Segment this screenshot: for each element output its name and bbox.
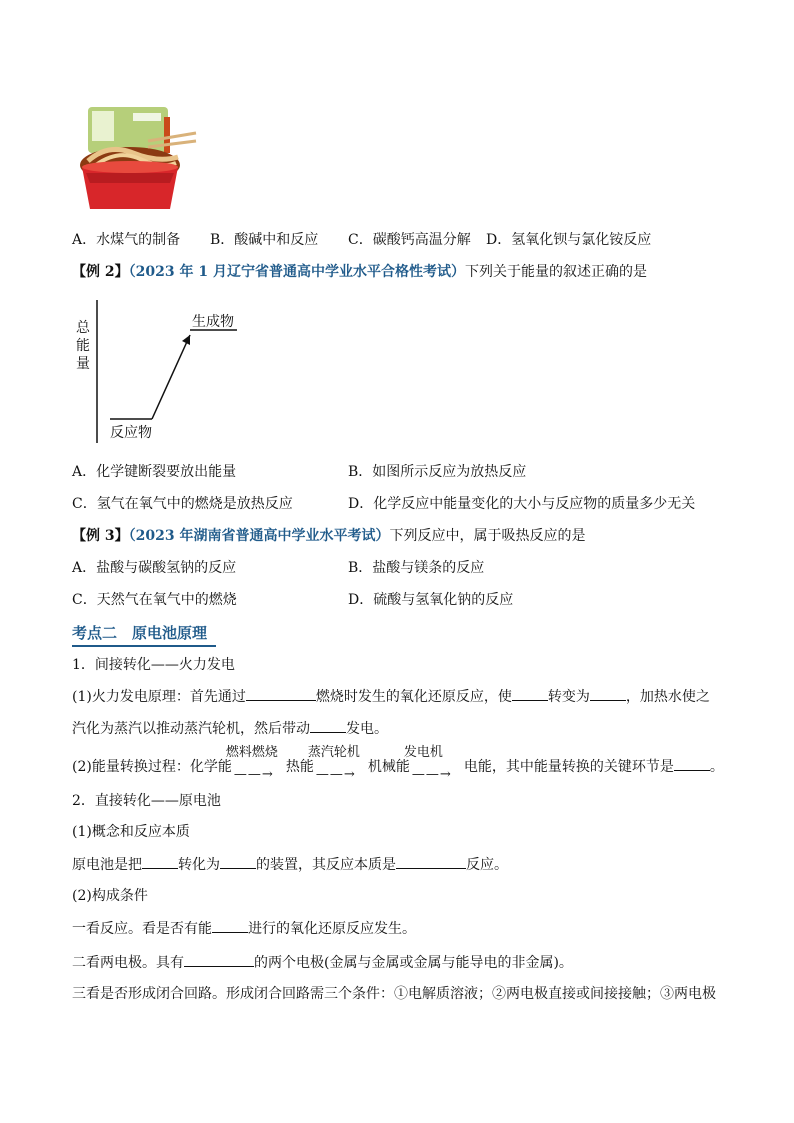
q1-option-d: D．氢氧化钡与氯化铵反应 [486, 232, 652, 248]
paragraph-check-circuit: 三看是否形成闭合回路。形成闭合回路需三个条件：①电解质溶液；②两电极直接或间接接触；③两电极 [72, 986, 716, 1002]
example-3-option-c: C．天然气在氧气中的燃烧 [72, 592, 237, 608]
example-2-stem: 下列关于能量的叙述正确的是 [464, 264, 647, 280]
blank-key-step[interactable] [674, 756, 710, 771]
example-2-option-d: D．化学反应中能量变化的大小与反应物的质量多少无关 [348, 496, 696, 512]
blank-electrode-property[interactable] [184, 952, 254, 967]
blank-reaction-type[interactable] [396, 854, 466, 869]
example-3-tag: 【例 3】 [72, 528, 129, 544]
q1-option-a: A．水煤气的制备 [72, 232, 181, 248]
paragraph-check-reaction: 一看反应。看是否有能 进行的氧化还原反应发生。 [72, 918, 416, 939]
product-image [78, 103, 200, 213]
example-2-source: （2023 年 1 月辽宁省普通高中学业水平合格性考试） [128, 264, 465, 280]
transition-line [152, 335, 190, 419]
arrow-combustion: 燃料燃烧 ——→ [225, 745, 278, 782]
example-3-stem: 下列反应中，属于吸热反应的是 [389, 528, 586, 544]
example-2-tag: 【例 2】 [72, 264, 129, 280]
example-2-option-a: A．化学键断裂要放出能量 [72, 464, 237, 480]
paragraph-check-electrodes: 二看两电极。具有 的两个电极(金属与金属或金属与能导电的非金属)。 [72, 952, 573, 973]
paragraph-steam-turbine: 汽化为蒸汽以推动蒸汽轮机，然后带动 发电。 [72, 718, 388, 739]
paragraph-direct-conversion: 2．直接转化——原电池 [72, 793, 221, 809]
paragraph-indirect-conversion: 1．间接转化——火力发电 [72, 657, 235, 673]
blank-generator[interactable] [310, 718, 346, 733]
section-underline [72, 645, 216, 647]
reactant-label: 反应物 [110, 425, 152, 441]
example-3-option-a: A．盐酸与碳酸氢钠的反应 [72, 560, 237, 576]
paragraph-battery-definition: 原电池是把 转化为 的装置，其反应本质是 反应。 [72, 854, 508, 875]
example-2-option-c: C．氢气在氧气中的燃烧是放热反应 [72, 496, 293, 512]
example-3-option-d: D．硫酸与氢氧化钠的反应 [348, 592, 514, 608]
y-axis-label: 总 能 量 [76, 320, 90, 372]
energy-diagram [72, 295, 252, 445]
example-2-question [72, 262, 647, 282]
blank-energy-from[interactable] [512, 686, 548, 701]
q1-option-b: B．酸碱中和反应 [210, 232, 319, 248]
section-heading: 考点二 原电池原理 [72, 624, 208, 642]
blank-energy-target[interactable] [220, 854, 256, 869]
blank-fuel[interactable] [246, 686, 316, 701]
product-label: 生成物 [192, 314, 234, 330]
blank-energy-source[interactable] [142, 854, 178, 869]
blank-spontaneous[interactable] [212, 918, 248, 933]
paragraph-concept: (1)概念和反应本质 [72, 824, 190, 840]
paragraph-thermal-power-principle: (1)火力发电原理：首先通过 燃烧时发生的氧化还原反应，使 转变为 ，加热水使之 [72, 686, 710, 707]
example-3-source: （2023 年湖南省普通高中学业水平考试） [128, 528, 390, 544]
arrow-turbine: 蒸汽轮机 ——→ [307, 745, 360, 782]
blank-energy-to[interactable] [590, 686, 626, 701]
q1-option-c: C．碳酸钙高温分解 [348, 232, 471, 248]
paragraph-conditions: (2)构成条件 [72, 888, 148, 904]
example-3-question [72, 526, 585, 546]
example-3-option-b: B．盐酸与镁条的反应 [348, 560, 485, 576]
arrow-generator: 发电机 ——→ [403, 745, 452, 782]
paragraph-energy-conversion: (2)能量转换过程：化学能 燃料燃烧 ——→ 热能 蒸汽轮机 ——→ 机械能 发电机 ——→ 电能，其中能量转换的关键环节是 。 [72, 745, 724, 782]
example-2-option-b: B．如图所示反应为放热反应 [348, 464, 527, 480]
